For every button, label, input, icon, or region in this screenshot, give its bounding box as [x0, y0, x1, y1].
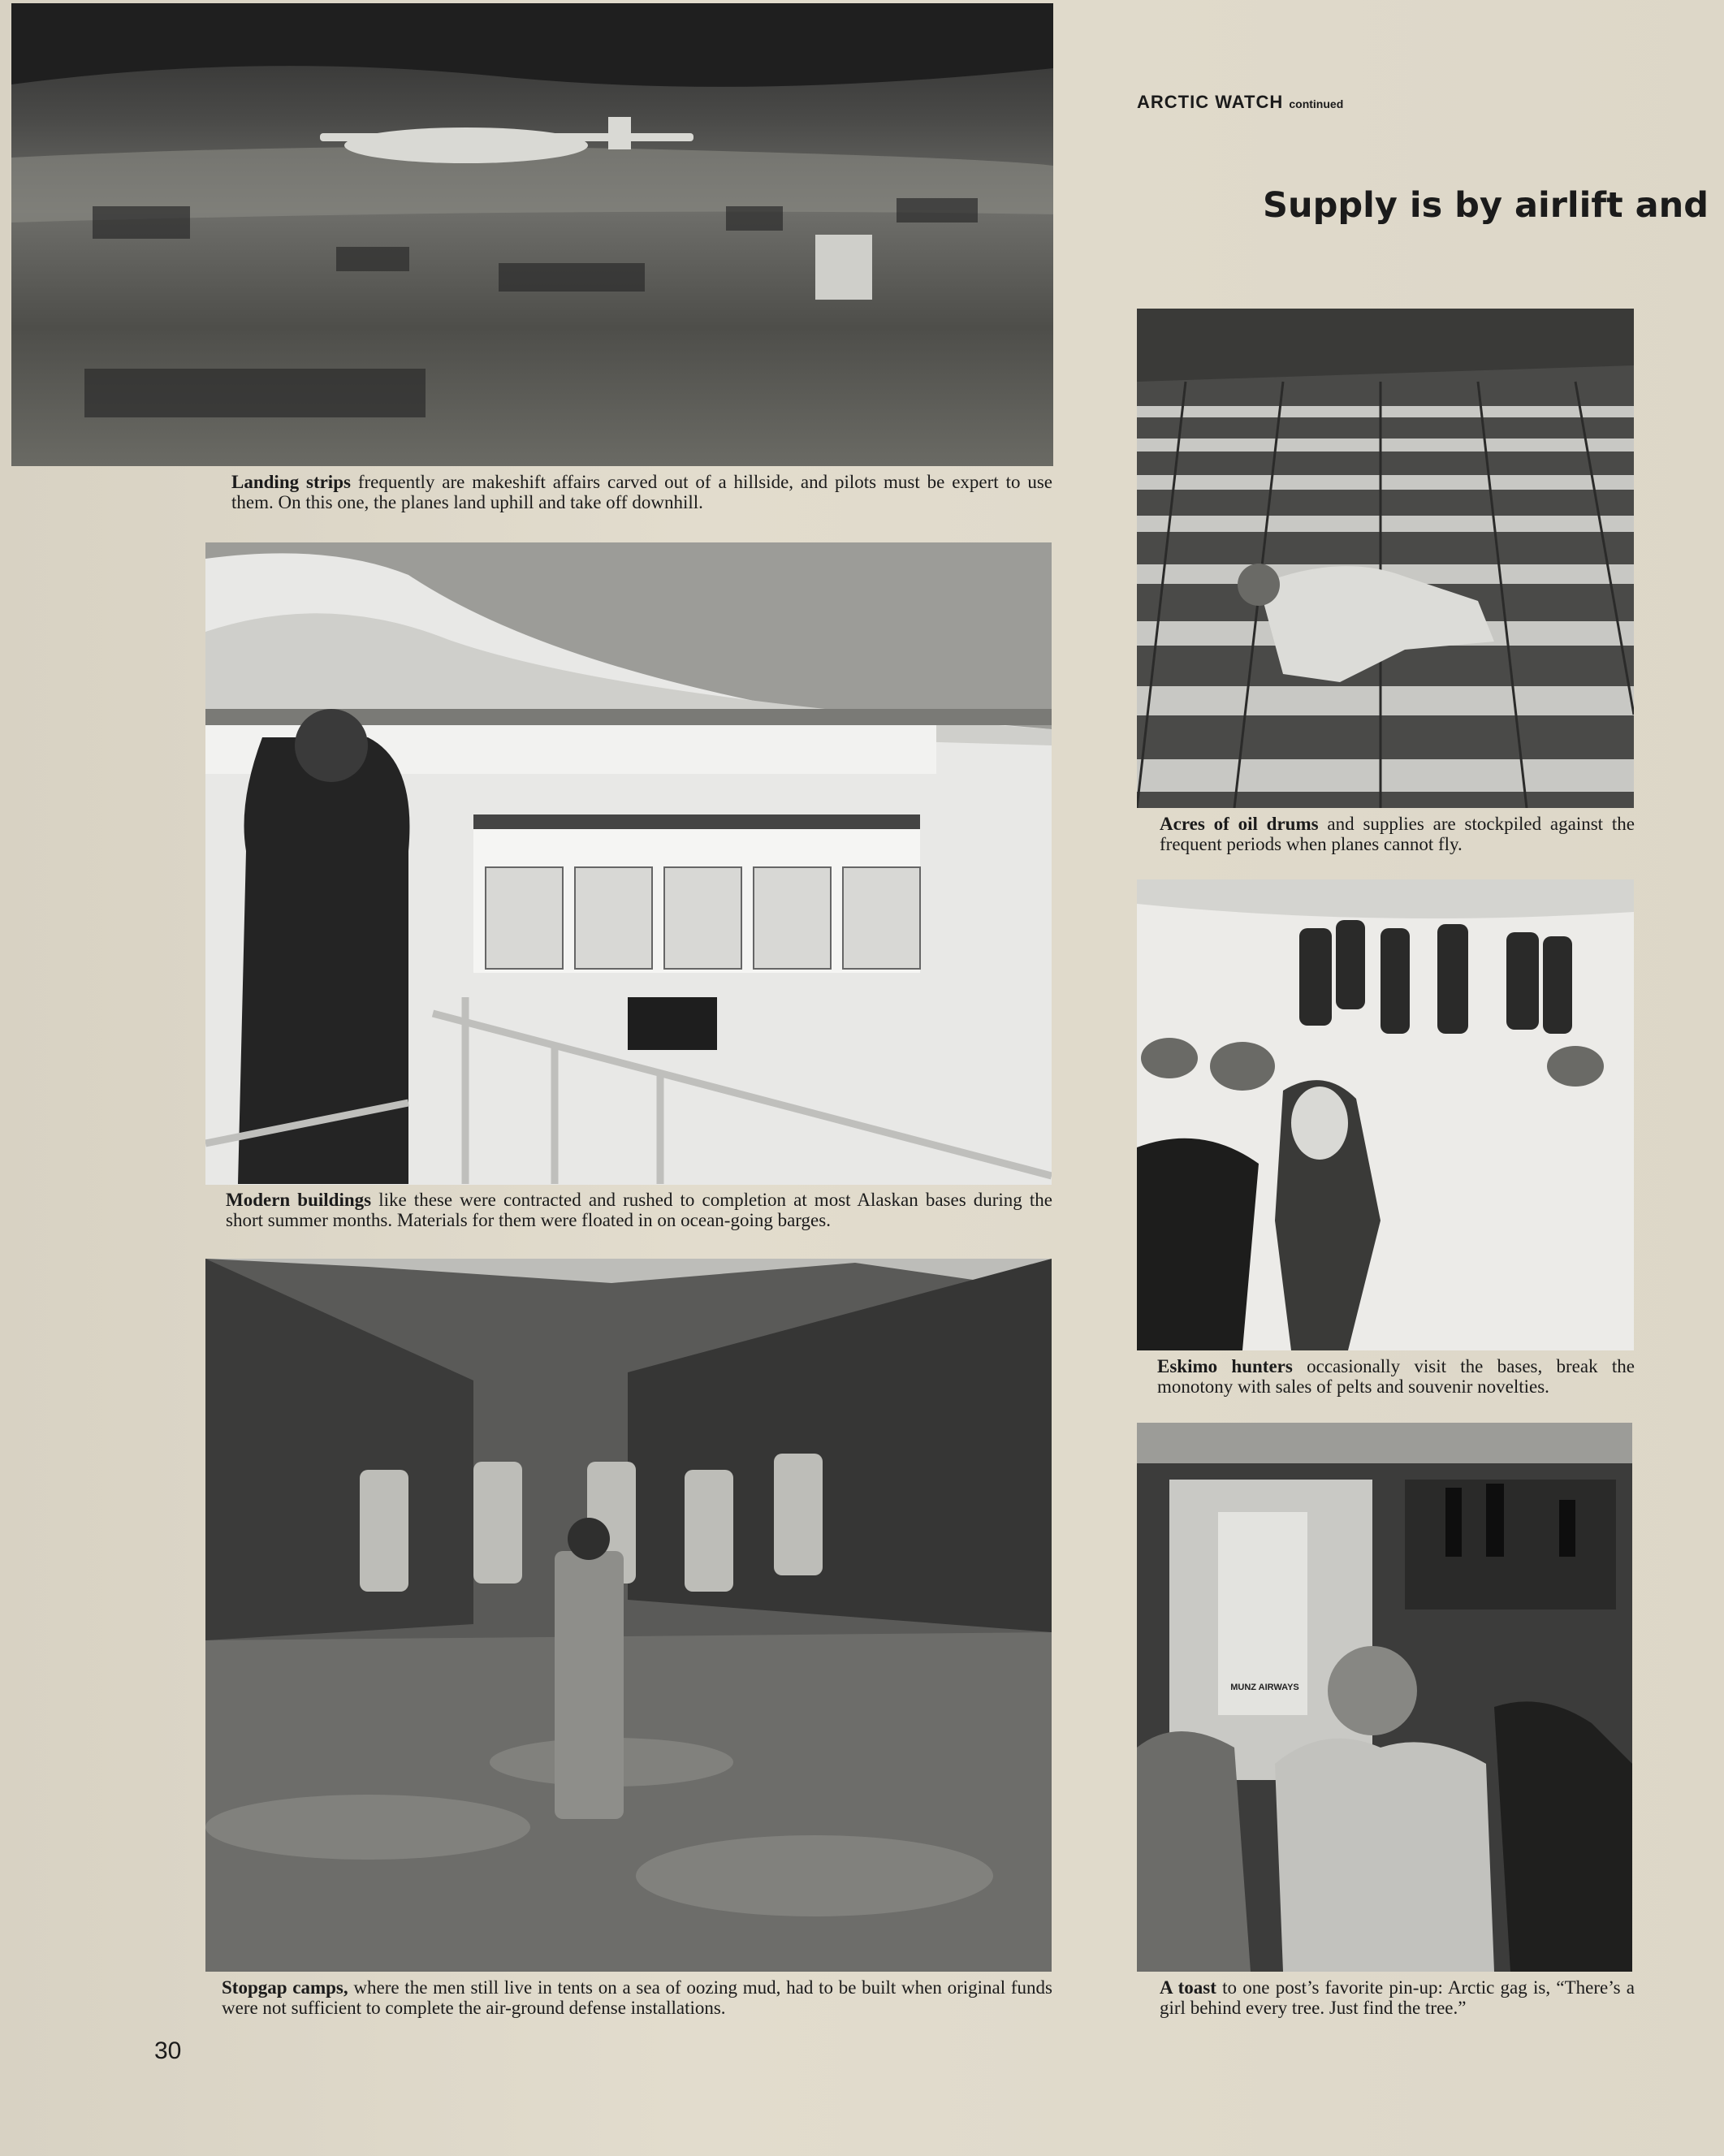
caption-body: to one post’s favorite pin-up: Arctic gag is, “There’s a girl behind every tree. Just find the tree.”: [1160, 1977, 1635, 2018]
kicker-suffix: continued: [1289, 97, 1344, 110]
caption-lead: Eskimo hunters: [1157, 1356, 1293, 1376]
caption-body: occasionally visit the bases, break the monotony with sales of pelts and souvenir novelties.: [1157, 1356, 1635, 1397]
modern-buildings-caption: [226, 1190, 1052, 1230]
oil-drums-caption: [1160, 814, 1635, 854]
oil-drums-photo: [1137, 309, 1634, 808]
eskimo-hunters-photo: [1137, 879, 1634, 1350]
caption-lead: Landing strips: [231, 472, 351, 492]
toast-photo: [1137, 1423, 1632, 1972]
page-number: 30: [154, 2037, 182, 2064]
page-headline: Supply is by airlift and: [1263, 185, 1709, 226]
landing-strip-caption: [231, 472, 1052, 512]
caption-body: frequently are makeshift affairs carved out of a hillside, and pilots must be expert to use them. On this one, the planes land uphill and take off downhill.: [231, 472, 1053, 512]
toast-caption: [1160, 1977, 1635, 2018]
modern-buildings-photo: [205, 542, 1052, 1185]
stopgap-camps-photo: [205, 1259, 1052, 1972]
caption-body: and supplies are stockpiled against the frequent periods when planes cannot fly.: [1160, 814, 1635, 854]
kicker-text: ARCTIC WATCH: [1137, 92, 1284, 112]
section-kicker: [1137, 92, 1343, 113]
caption-lead: Stopgap camps,: [222, 1977, 348, 1998]
poster-text: MUNZ AIRWAYS: [1230, 1683, 1299, 1692]
stopgap-camps-caption: [222, 1977, 1052, 2018]
caption-body: where the men still live in tents on a sea of oozing mud, had to be built when original funds were not sufficient to complete the air-ground defense installations.: [222, 1977, 1052, 2018]
caption-lead: Acres of oil drums: [1160, 814, 1319, 834]
landing-strip-photo: [11, 3, 1053, 466]
caption-body: like these were contracted and rushed to completion at most Alaskan bases during the short summer months. Materials for them were floated in on ocean-going barges.: [226, 1190, 1053, 1230]
caption-lead: Modern buildings: [226, 1190, 372, 1210]
eskimo-hunters-caption: [1157, 1356, 1635, 1397]
caption-lead: A toast: [1160, 1977, 1216, 1998]
